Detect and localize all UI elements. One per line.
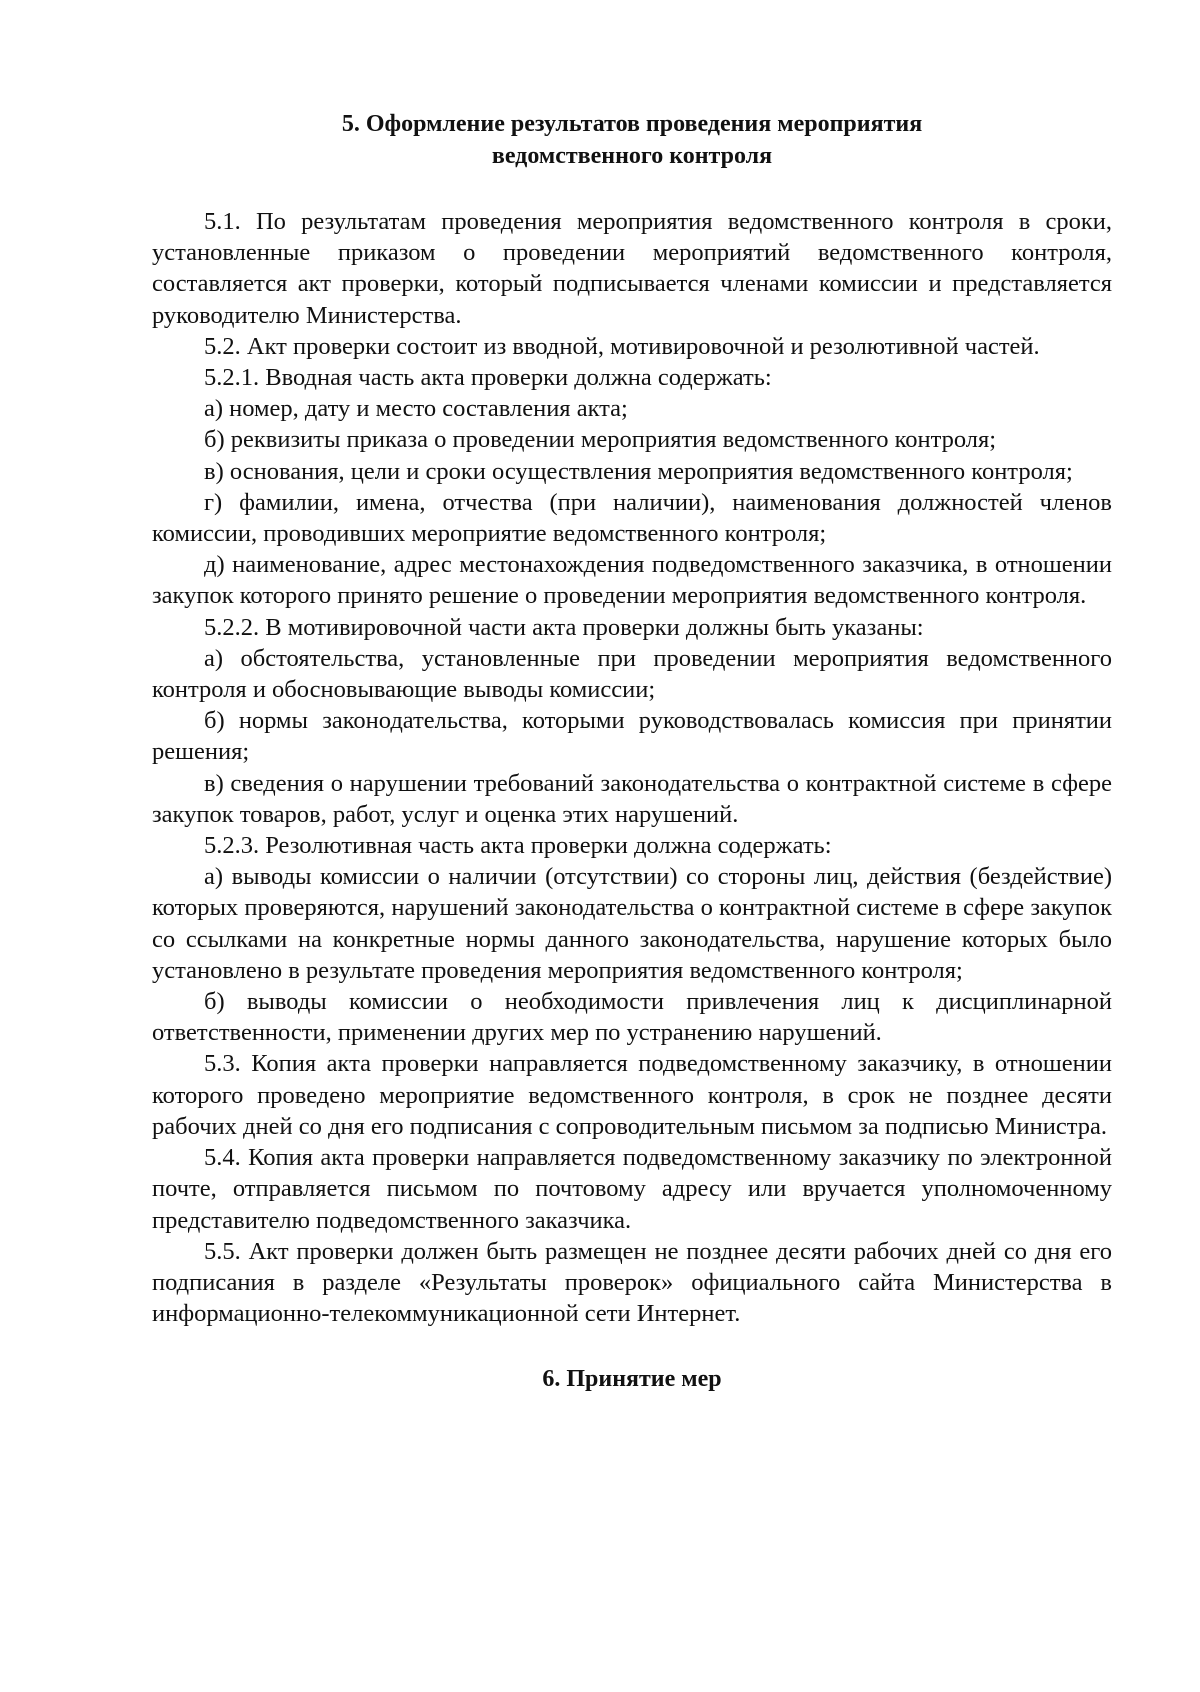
paragraph-5-5: 5.5. Акт проверки должен быть размещен не позднее десяти рабочих дней со дня его подписания в разделе «Результаты проверок» официального сайта Министерства в информационно-телекоммуникационной сети Интернет. xyxy=(152,1237,1112,1328)
section-5-title xyxy=(152,108,1112,172)
list-item-5-2-1-a: а) номер, дату и место составления акта; xyxy=(204,395,628,423)
paragraph-5-4: 5.4. Копия акта проверки направляется подведомственному заказчику по электронной почте, отправляется письмом по почтовому адресу или вручается уполномоченному представителю подведомственного заказчика. xyxy=(152,1144,1112,1234)
list-item-5-2-1-v: в) основания, цели и сроки осуществления мероприятия ведомственного контроля; xyxy=(204,457,1073,485)
section-6-title: 6. Принятие мер xyxy=(542,1366,722,1393)
list-item-5-2-1-g: г) фамилии, имена, отчества (при наличии), наименования должностей членов комиссии, проводивших мероприятие ведомственного контроля; xyxy=(152,488,1112,548)
list-item-5-2-1-b: б) реквизиты приказа о проведении мероприятия ведомственного контроля; xyxy=(204,426,997,454)
paragraph-5-2: 5.2. Акт проверки состоит из вводной, мотивировочной и резолютивной частей. xyxy=(204,332,1040,360)
section-5-body xyxy=(152,206,1112,1329)
list-item-5-2-2-v: в) сведения о нарушении требований законодательства о контрактной системе в сфере закупок товаров, работ, услуг и оценка этих нарушений. xyxy=(152,769,1112,828)
paragraph-5-2-3: 5.2.3. Резолютивная часть акта проверки должна содержать: xyxy=(204,832,832,860)
paragraph-5-3: 5.3. Копия акта проверки направляется подведомственному заказчику, в отношении которого проведено мероприятие ведомственного контроля, в срок не позднее десяти рабочих дней со дня его подписания с сопроводительным письмом за подписью Министра. xyxy=(152,1050,1112,1140)
paragraph-5-1: 5.1. По результатам проведения мероприятия ведомственного контроля в сроки, установленные приказом о проведении мероприятий ведомственного контроля, составляется акт проверки, который подписывается членами комиссии и представляется руководителю Министерства. xyxy=(152,208,1112,329)
paragraph-5-2-1: 5.2.1. Вводная часть акта проверки должна содержать: xyxy=(204,364,772,392)
document-content xyxy=(152,108,1112,1395)
list-item-5-2-1-d: д) наименование, адрес местонахождения подведомственного заказчика, в отношении закупок которого принято решение о проведении мероприятия ведомственного контроля. xyxy=(152,551,1112,610)
list-item-5-2-3-a: а) выводы комиссии о наличии (отсутствии) со стороны лиц, действия (бездействие) которых проверяются, нарушений законодательства о контрактной системе в сфере закупок со ссылками на конкретные нормы данного законодательства, нарушение которых было установлено в результате проведения мероприятия ведомственного контроля; xyxy=(152,863,1112,984)
paragraph-5-2-2: 5.2.2. В мотивировочной части акта проверки должны быть указаны: xyxy=(204,613,924,641)
list-item-5-2-2-b: б) нормы законодательства, которыми руководствовалась комиссия при принятии решения; xyxy=(152,707,1112,766)
section-5-title-line-2: ведомственного контроля xyxy=(491,143,773,169)
list-item-5-2-2-a: а) обстоятельства, установленные при проведении мероприятия ведомственного контроля и обосновывающие выводы комиссии; xyxy=(152,644,1112,704)
list-item-5-2-3-b: б) выводы комиссии о необходимости привлечения лиц к дисциплинарной ответственности, применении других мер по устранению нарушений. xyxy=(152,988,1112,1047)
section-5-title-line-1: 5. Оформление результатов проведения мероприятия xyxy=(341,111,923,137)
